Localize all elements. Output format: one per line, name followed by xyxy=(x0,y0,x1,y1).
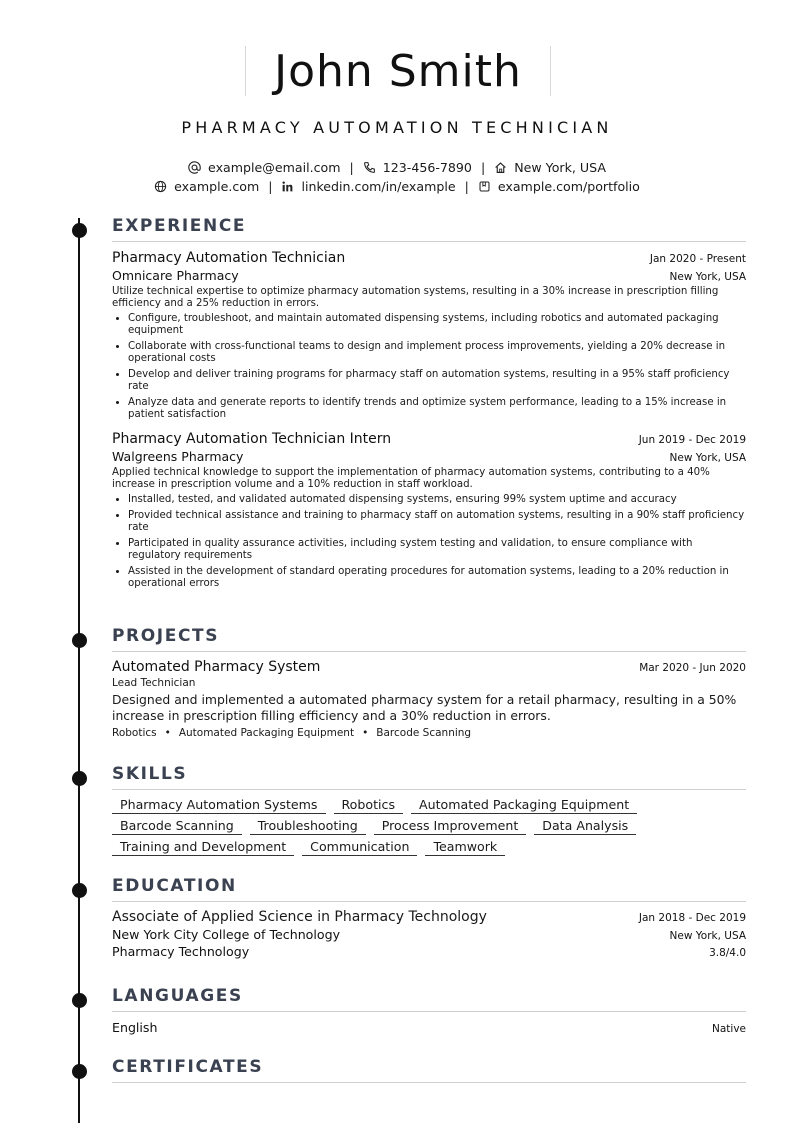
timeline-dot-education xyxy=(72,883,87,898)
email-text: example@email.com xyxy=(208,160,341,175)
school-location: New York, USA xyxy=(669,930,746,942)
job-title: Pharmacy Automation Technician xyxy=(112,250,346,266)
section-title: PROJECTS xyxy=(112,626,746,652)
company-name: Omnicare Pharmacy xyxy=(112,268,239,283)
timeline-dot-certificates xyxy=(72,1064,87,1079)
projects-section xyxy=(112,626,746,739)
list-item: • Collaborate with cross-functional teams to design and implement process improvements, yielding a 20% decrease in operational costs xyxy=(128,341,746,365)
company-name: Walgreens Pharmacy xyxy=(112,449,244,464)
education-entry xyxy=(112,909,746,959)
skill-tag: Automated Packaging Equipment xyxy=(411,797,637,814)
section-title: EDUCATION xyxy=(112,876,746,902)
home-icon xyxy=(494,161,507,174)
timeline-line xyxy=(78,218,80,1123)
website-text: example.com xyxy=(174,179,260,194)
job-entry xyxy=(112,431,746,590)
skill-tag: Teamwork xyxy=(425,839,505,856)
keyword: Barcode Scanning xyxy=(376,727,472,739)
education-date: Jan 2018 - Dec 2019 xyxy=(638,912,746,924)
separator: | xyxy=(480,160,486,175)
skill-tag: Pharmacy Automation Systems xyxy=(112,797,326,814)
job-entry xyxy=(112,250,746,421)
project-keywords xyxy=(112,727,746,739)
separator: | xyxy=(349,160,354,175)
timeline-dot-experience xyxy=(72,223,87,238)
project-name: Automated Pharmacy System xyxy=(112,659,321,675)
job-summary: Utilize technical expertise to optimize pharmacy automation systems, resulting in a 30% increase in prescription filling efficiency and a 25% reduction in errors. xyxy=(112,286,719,309)
list-item: • Installed, tested, and validated automated dispensing systems, ensuring 99% system uptime and accuracy xyxy=(128,494,746,506)
list-item: • Configure, troubleshoot, and maintain automated dispensing systems, including robotics and automated packaging equipment xyxy=(128,313,746,337)
portfolio-icon xyxy=(478,180,491,193)
section-title: EXPERIENCE xyxy=(112,216,746,242)
certificates-section xyxy=(112,1057,746,1083)
contact-website[interactable] xyxy=(154,179,259,194)
job-headline: PHARMACY AUTOMATION TECHNICIAN xyxy=(181,118,613,137)
experience-section xyxy=(112,216,746,594)
linkedin-text: linkedin.com/in/example xyxy=(301,179,456,194)
job-location: New York, USA xyxy=(669,271,746,283)
section-title: CERTIFICATES xyxy=(112,1057,746,1083)
portfolio-text: example.com/portfolio xyxy=(497,179,640,194)
keyword: Automated Packaging Equipment xyxy=(178,727,355,739)
bullet-separator: • xyxy=(164,727,171,739)
location-text: New York, USA xyxy=(514,160,606,175)
skill-tag: Barcode Scanning xyxy=(112,818,242,835)
job-bullets xyxy=(112,313,746,421)
timeline-dot-skills xyxy=(72,771,87,786)
linkedin-icon xyxy=(281,180,294,193)
list-item: • Provided technical assistance and training to pharmacy staff on automation systems, resulting in a 90% staff proficiency rate xyxy=(128,510,746,534)
keyword: Robotics xyxy=(112,727,157,739)
separator: | xyxy=(268,179,273,194)
skills-section xyxy=(112,764,746,856)
skill-tag: Troubleshooting xyxy=(250,818,366,835)
skill-tag: Communication xyxy=(302,839,417,856)
job-date: Jan 2020 - Present xyxy=(649,253,746,265)
project-role: Lead Technician xyxy=(112,677,196,689)
globe-icon xyxy=(154,180,167,193)
skill-tag: Robotics xyxy=(334,797,404,814)
language-entry xyxy=(112,1020,746,1035)
list-item: • Develop and deliver training programs for pharmacy staff on automation systems, resulting in a 95% staff proficiency rate xyxy=(128,369,746,393)
contact-linkedin[interactable] xyxy=(281,179,455,194)
list-item: • Analyze data and generate reports to identify trends and optimize system performance, leading to a 15% increase in patient satisfaction xyxy=(128,397,746,421)
project-date: Mar 2020 - Jun 2020 xyxy=(639,662,746,674)
language-name: English xyxy=(112,1020,158,1035)
section-title: SKILLS xyxy=(112,764,746,790)
phone-text: 123-456-7890 xyxy=(382,160,472,175)
education-section xyxy=(112,876,746,959)
bullet-separator: • xyxy=(362,727,369,739)
at-icon xyxy=(188,161,201,174)
contact-row-2 xyxy=(0,179,794,194)
skill-tag: Process Improvement xyxy=(374,818,527,835)
list-item: • Assisted in the development of standard operating procedures for automation systems, leading to a 20% reduction in operational errors xyxy=(128,566,746,590)
list-item: • Participated in quality assurance activities, including system testing and validation, to ensure compliance with regulatory requirements xyxy=(128,538,746,562)
contact-phone[interactable] xyxy=(363,160,472,175)
skill-tag: Data Analysis xyxy=(534,818,636,835)
phone-icon xyxy=(363,161,376,174)
school-name: New York City College of Technology xyxy=(112,927,341,942)
contact-portfolio[interactable] xyxy=(478,179,640,194)
job-location: New York, USA xyxy=(669,452,746,464)
skills-list xyxy=(112,797,672,856)
contact-email[interactable] xyxy=(188,160,340,175)
languages-section xyxy=(112,986,746,1035)
candidate-name: John Smith xyxy=(274,45,522,97)
timeline-dot-projects xyxy=(72,633,87,648)
contact-row-1 xyxy=(0,160,794,175)
skill-tag: Training and Development xyxy=(112,839,294,856)
job-date: Jun 2019 - Dec 2019 xyxy=(638,434,746,446)
language-level: Native xyxy=(712,1023,746,1035)
separator: | xyxy=(464,179,469,194)
job-summary: Applied technical knowledge to support the implementation of pharmacy automation systems, contributing to a 40% increase in prescription volume and a 10% reduction in staff workload. xyxy=(112,467,710,490)
timeline-dot-languages xyxy=(72,993,87,1008)
project-entry xyxy=(112,659,746,739)
job-bullets xyxy=(112,494,746,590)
field-of-study: Pharmacy Technology xyxy=(112,944,250,959)
contact-location xyxy=(494,160,606,175)
name-frame xyxy=(245,46,551,96)
gpa: 3.8/4.0 xyxy=(709,947,746,959)
degree: Associate of Applied Science in Pharmacy Technology xyxy=(112,909,487,925)
project-description: Designed and implemented a automated pharmacy system for a retail pharmacy, resulting in a 50% increase in prescription filling efficiency and a 30% reduction in errors. xyxy=(112,692,737,723)
section-title: LANGUAGES xyxy=(112,986,746,1012)
job-title: Pharmacy Automation Technician Intern xyxy=(112,431,392,447)
